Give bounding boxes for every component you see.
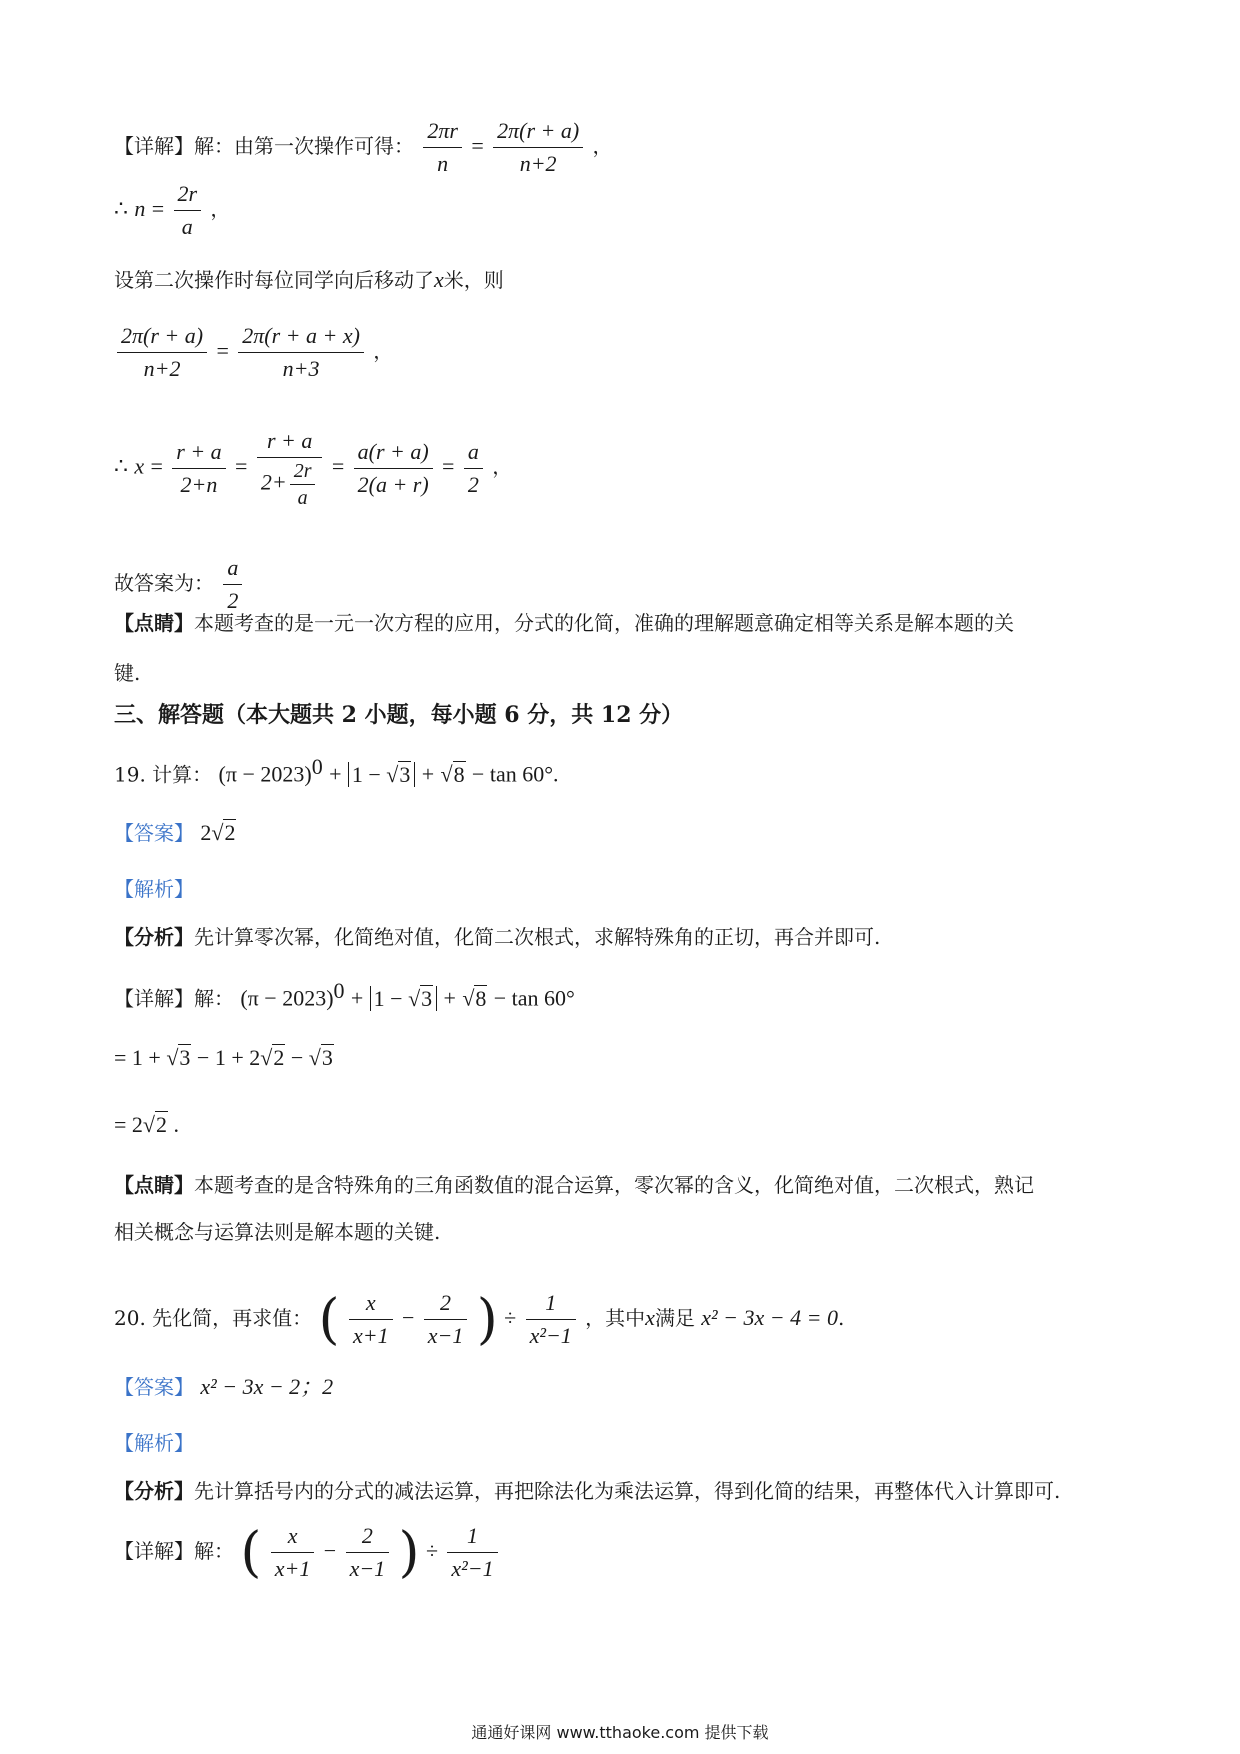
fraction: $\frac{a}{2}$ xyxy=(223,552,242,617)
fraction: $\frac{r + a}{2+n}$ xyxy=(172,436,225,501)
q19-analysis: 【分析】先计算零次幂，化简绝对值，化简二次根式，求解特殊角的正切，再合并即可. xyxy=(114,925,881,949)
answer-label: 【答案】 xyxy=(114,1375,194,1399)
sqrt-term: √8 xyxy=(440,761,465,787)
fraction: $\frac{1}{\text{x²−1}}$ xyxy=(526,1287,576,1352)
fraction: $\frac{2\pi(r + a)}{n+2}$ xyxy=(493,115,583,180)
q18-detail-label: 【详解】解：由第一次操作可得： xyxy=(114,134,414,158)
q18-final-answer: 故答案为： $\frac{a}{2}$ xyxy=(114,552,1140,617)
fraction: $\frac{x}{x+1}$ xyxy=(271,1520,315,1585)
q19-problem: 19. 计算： $(\pi - 2023)^0 + 1 - √3 + √8 - \tan 60^\circ$. xyxy=(114,754,559,787)
q18-comment: 【点睛】本题考查的是一元一次方程的应用，分式的化简，准确的理解题意确定相等关系是解本题的关 xyxy=(114,611,1014,635)
q19-step-2: = 2√2 . xyxy=(114,1112,179,1137)
q20-problem: 20. 先化简，再求值： ( $\frac{x}{x+1}$ − $\frac{2}{x-1}$ ) ÷ $\frac{1}{\text{x²−1}}$ ，其中x满足 x² − 3x − 4 = 0. xyxy=(114,1287,845,1351)
absolute-value: 1 − √3 xyxy=(348,762,416,787)
fraction: $\frac{1}{\text{x²−1}}$ xyxy=(447,1520,497,1585)
page-footer: 通通好课网 www.tthaoke.com 提供下载 xyxy=(471,1723,769,1742)
q20-detail: 【详解】解： ( $\frac{x}{x+1}$ − $\frac{2}{x-1}$ ) ÷ $\frac{1}{\text{x²−1}}$ xyxy=(114,1520,1140,1585)
answer-label: 【答案】 xyxy=(114,821,194,845)
fraction: $\frac{a}{2}$ xyxy=(464,436,483,501)
q19-comment-cont: 相关概念与运算法则是解本题的关键. xyxy=(114,1220,441,1244)
q18-comment-cont: 键. xyxy=(114,661,141,685)
fraction: $\frac{2\pi(r + a + x)}{n+3}$ xyxy=(238,320,364,385)
q19-analysis-label: 【解析】 xyxy=(114,877,194,901)
fraction: $\frac{2r}{a}$ xyxy=(174,178,202,243)
fraction: r + a 2+ $\frac{2r}{a}$ xyxy=(257,425,323,511)
fraction: $\frac{2\pi(r + a)}{n+2}$ xyxy=(117,320,207,385)
section-title: 三、解答题（本大题共 2 小题，每小题 6 分，共 12 分） xyxy=(114,702,684,728)
fraction: $\frac{2}{x-1}$ xyxy=(346,1520,390,1585)
q18-equation-2: $\frac{2\pi(r + a)}{n+2}$ = $\frac{2\pi(r + a + x)}{n+3}$ ， xyxy=(114,320,1140,385)
q18-n-equation: ∴ n = $\frac{2r}{a}$ ， xyxy=(114,178,1140,243)
fraction: $\frac{2}{x-1}$ xyxy=(424,1287,468,1352)
q19-detail: 【详解】解： $(\pi - 2023)^0 + 1 - √3 + √8 - \tan 60^\circ$ xyxy=(114,978,575,1011)
q18-detail-line: 【详解】解：由第一次操作可得： $\frac{2\pi r}{n}$ = $\frac{2\pi(r + a)}{n+2}$ ， xyxy=(114,115,1140,180)
q18-setup-line: 设第二次操作时每位同学向后移动了x米，则 xyxy=(114,267,504,292)
q19-step-1: = 1 + √3 − 1 + 2√2 − √3 xyxy=(114,1045,333,1070)
q20-analysis-label: 【解析】 xyxy=(114,1431,194,1455)
absolute-value: 1 − √3 xyxy=(370,986,438,1011)
fraction: $\frac{2r}{a}$ xyxy=(290,458,316,511)
q18-x-derivation: ∴ x = $\frac{r + a}{2+n}$ = r + a 2+ $\frac{2r}{a}$ = $\frac{a(r + a)}{2(a + r)}$ = $\frac{a}{2}$ ， xyxy=(114,425,1140,511)
q19-comment: 【点睛】本题考查的是含特殊角的三角函数值的混合运算，零次幂的含义，化简绝对值，二次根式，熟记 xyxy=(114,1173,1034,1197)
fraction: $\frac{a(r + a)}{2(a + r)}$ xyxy=(354,436,433,501)
fraction: $\frac{x}{x+1}$ xyxy=(349,1287,393,1352)
q20-analysis: 【分析】先计算括号内的分式的减法运算，再把除法化为乘法运算，得到化简的结果，再整体代入计算即可. xyxy=(114,1479,1061,1503)
sqrt-term: √8 xyxy=(462,985,487,1011)
q19-answer: 【答案】 2√2 xyxy=(114,820,236,845)
fraction: $\frac{2\pi r}{n}$ xyxy=(423,115,462,180)
q20-answer: 【答案】 x² − 3x − 2；2 xyxy=(114,1374,334,1399)
